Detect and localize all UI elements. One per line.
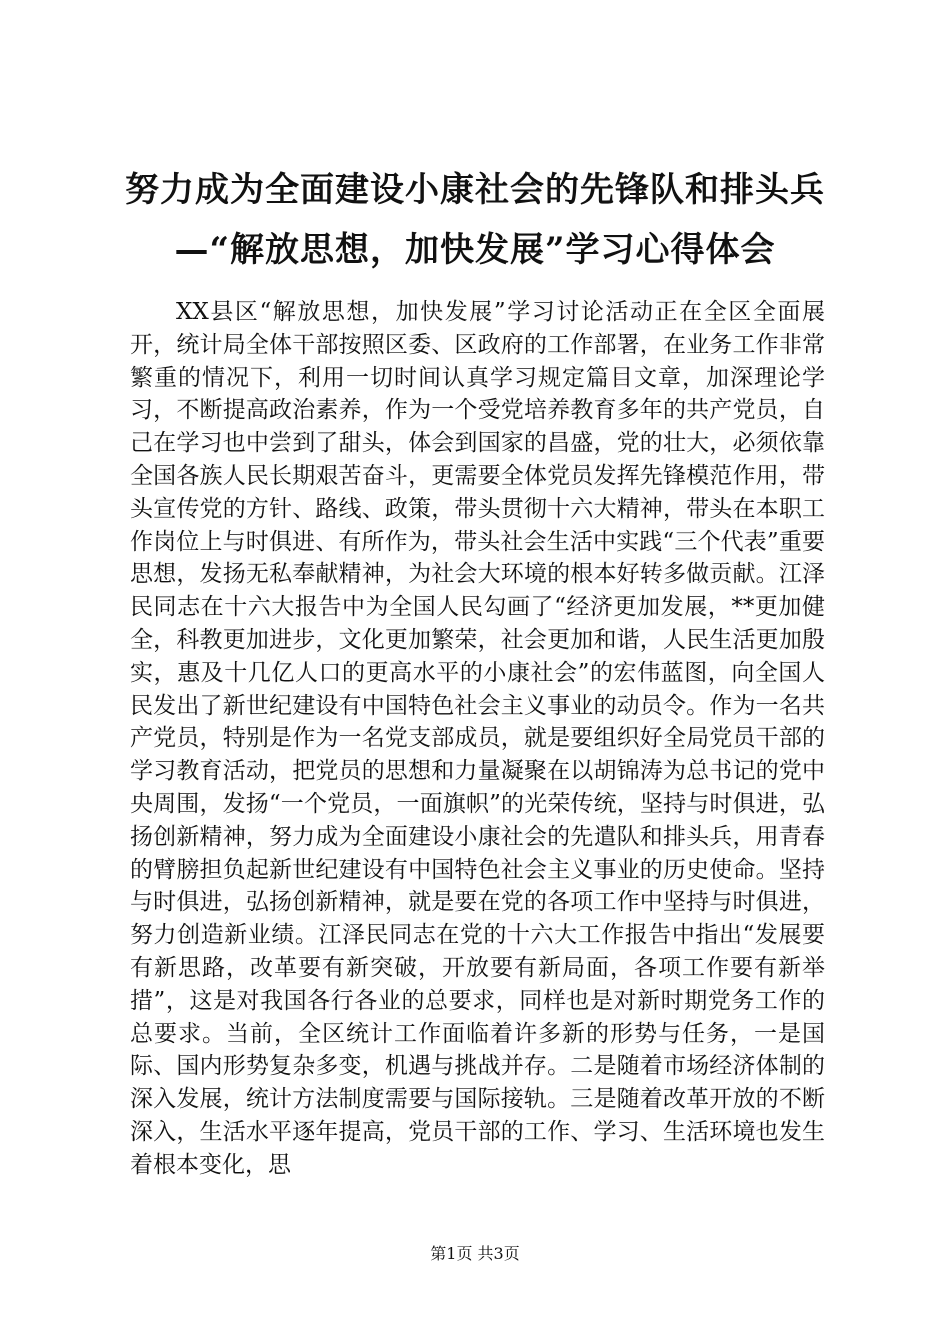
- document-subtitle: —“解放思想，加快发展”学习心得体会: [174, 230, 776, 270]
- body-paragraph: XX县区“解放思想，加快发展”学习讨论活动正在全区全面展开，统计局全体干部按照区委、区政府的工作部署，在业务工作非常繁重的情况下，利用一切时间认真学习规定篇目文章，加深理论学习，不断提高政治素养，作为一个受党培养教育多年的共产党员，自己在学习也中尝到了甜头，体会到国家的昌盛，党的壮大，必须依靠全国各族人民长期艰苦奋斗，更需要全体党员发挥先锋模范作用，带头宣传党的方针、路线、政策，带头贯彻十六大精神，带头在本职工作岗位上与时俱进、有所作为，带头社会生活中实践“三个代表”重要思想，发扬无私奉献精神，为社会大环境的根本好转多做贡献。江泽民同志在十六大报告中为全国人民勾画了“经济更加发展，**更加健全，科教更加进步，文化更加繁荣，社会更加和谐，人民生活更加殷实，惠及十几亿人口的更高水平的小康社会”的宏伟蓝图，向全国人民发出了新世纪建设有中国特色社会主义事业的动员令。作为一名共产党员，特别是作为一名党支部成员，就是要组织好全局党员干部的学习教育活动，把党员的思想和力量凝聚在以胡锦涛为总书记的党中央周围，发扬“一个党员，一面旗帜”的光荣传统，坚持与时俱进，弘扬创新精神，努力成为全面建设小康社会的先遣队和排头兵，用青春的臂膀担负起新世纪建设有中国特色社会主义事业的历史使命。坚持与时俱进，弘扬创新精神，就是要在党的各项工作中坚持与时俱进，努力创造新业绩。江泽民同志在党的十六大工作报告中指出“发展要有新思路，改革要有新突破，开放要有新局面，各项工作要有新举措”，这是对我国各行各业的总要求，同样也是对新时期党务工作的总要求。当前，全区统计工作面临着许多新的形势与任务，一是国际、国内形势复杂多变，机遇与挑战并存。二是随着市场经济体制的深入发展，统计方法制度需要与国际接轨。三是随着改革开放的不断深入，生活水平逐年提高，党员干部的工作、学习、生活环境也发生着根本变化，思: [130, 299, 825, 1178]
- page-footer: [0, 1242, 950, 1266]
- page-number: 第1页: [430, 1244, 473, 1263]
- title-block: [0, 160, 950, 280]
- page-total: 共3页: [477, 1244, 520, 1263]
- document-title: 努力成为全面建设小康社会的先锋队和排头兵: [125, 170, 825, 210]
